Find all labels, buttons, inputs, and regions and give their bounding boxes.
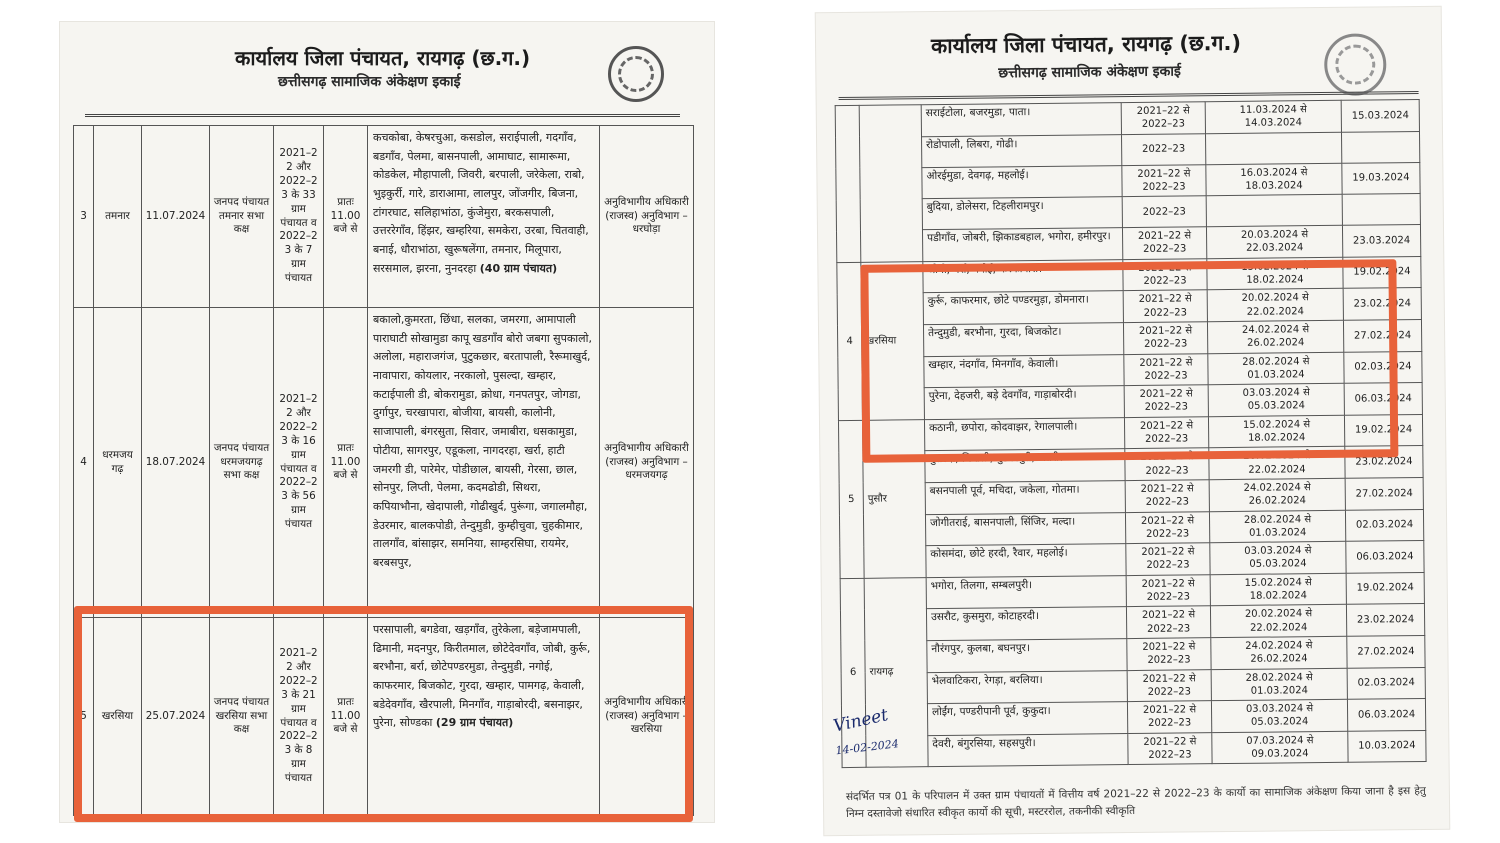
officer-cell: अनुविभागीय अधिकारी (राजस्व) अनुविभाग – खरसिया [600, 618, 694, 816]
row-number-cell [835, 105, 861, 262]
left-document-page [60, 22, 714, 822]
row-number-cell: 6 [840, 578, 866, 768]
financial-years-cell: 2022–23 [1121, 133, 1205, 165]
gram-sabha-date-cell: 27.02.2024 [1343, 319, 1421, 351]
village-list-cell: सराईटोला, बजरमुडा, पाता। [921, 103, 1121, 137]
financial-years-cell: 2021–22 से 2022–23 [1125, 511, 1209, 543]
gram-sabha-date-cell: 06.03.2024 [1347, 699, 1425, 731]
village-list-cell: रोडोपाली, लिबरा, गोढी। [922, 134, 1122, 167]
gram-sabha-date-cell: 23.03.2024 [1342, 225, 1420, 257]
time-cell: प्रातः 11.00 बजे से [324, 126, 368, 308]
officer-cell: अनुविभागीय अधिकारी (राजस्व) अनुविभाग – धरघोड़ा [600, 126, 694, 308]
audit-dates-cell [1205, 132, 1341, 164]
village-list-cell: ओरईमुडा, देवगढ़, महलोई। [922, 165, 1122, 199]
gram-sabha-date-cell: 27.02.2024 [1347, 635, 1425, 667]
village-list-cell: बसनपाली पूर्व, मचिदा, जकेला, गोतमा। [925, 481, 1125, 515]
financial-years-cell: 2021–22 से 2022–23 [1126, 606, 1210, 638]
right-document-page [816, 7, 1450, 835]
signature-date: 14-02-2024 [834, 737, 900, 758]
financial-years-cell: 2021–22 से 2022–23 [1124, 385, 1208, 417]
audit-dates-cell: 16.03.2024 से 18.03.2024 [1206, 163, 1342, 196]
financial-years-cell: 2021–22 से 2022–23 [1123, 322, 1207, 354]
audit-dates-cell: 03.03.2024 से 05.03.2024 [1210, 541, 1346, 574]
audit-dates-cell: 20.03.2024 से 22.03.2024 [1206, 225, 1342, 258]
panchayat-count: (29 ग्राम पंचायत) [435, 716, 514, 730]
gram-sabha-date-cell: 19.02.2024 [1344, 414, 1422, 446]
left-table-row [74, 308, 694, 618]
block-name-cell: खरसिया [94, 618, 142, 816]
gram-sabha-date-cell: 06.03.2024 [1346, 541, 1424, 573]
block-name-cell: धरमजय गढ़ [94, 308, 142, 618]
financial-years-cell: 2022–23 [1122, 196, 1206, 228]
village-list-cell: खम्हार, नंदगाँव, मिनगाँव, केवाली। [924, 354, 1124, 388]
right-schedule-table [835, 99, 1427, 768]
financial-years-cell: 2021–22 से 2022–23 [1121, 102, 1205, 134]
village-list-cell: लोईंग, पण्डरीपानी पूर्व, कुकुदा। [927, 702, 1127, 736]
gram-sabha-date-cell [1342, 194, 1420, 226]
audit-dates-cell: 03.03.2024 से 05.03.2024 [1211, 699, 1347, 732]
gram-sabha-date-cell: 10.03.2024 [1348, 730, 1426, 762]
audit-dates-cell: 24.02.2024 से 26.02.2024 [1209, 478, 1345, 511]
left-document-title: कार्यालय जिला पंचायत, रायगढ़ (छ.ग.) [235, 46, 531, 70]
row-number-cell: 3 [74, 126, 94, 308]
header-divider [85, 114, 680, 117]
financial-years-cell: 2021–22 से 2022–23 [1122, 227, 1206, 259]
village-list-cell: कठानी, छपोरा, कोदवाझर, रेगालपाली। [924, 417, 1124, 451]
time-cell: प्रातः 11.00 बजे से [324, 308, 368, 618]
venue-cell: जनपद पंचायत तमनार सभा कक्ष [210, 126, 274, 308]
financial-years-cell: 2021–2 2 और 2022–2 3 के 16 ग्राम पंचायत व 2022–2 3 के 56 ग्राम पंचायत [274, 308, 324, 618]
financial-years-cell: 2021–22 से 2022–23 [1125, 480, 1209, 512]
emblem-seal-icon [1324, 33, 1387, 96]
financial-years-cell: 2021–22 से 2022–23 [1126, 543, 1210, 575]
financial-years-cell: 2021–22 से 2022–23 [1127, 638, 1211, 670]
meeting-date-cell: 18.07.2024 [142, 308, 210, 618]
audit-dates-cell: 28.02.2024 से 01.03.2024 [1209, 510, 1345, 543]
gram-sabha-date-cell: 19.02.2024 [1343, 256, 1421, 288]
left-schedule-table [73, 125, 694, 816]
financial-years-cell: 2021–22 से 2022–23 [1123, 290, 1207, 322]
meeting-date-cell: 25.07.2024 [142, 618, 210, 816]
financial-years-cell: 2021–22 से 2022–23 [1123, 258, 1207, 290]
emblem-seal-icon [608, 46, 664, 102]
gram-sabha-date-cell: 19.02.2024 [1346, 572, 1424, 604]
village-list-cell: कुर्रू, काफरमार, छोटे पण्डरमुड़ा, डोमनारा। [923, 291, 1123, 325]
village-list-cell [368, 126, 600, 308]
gram-sabha-date-cell: 23.02.2024 [1343, 288, 1421, 320]
gram-sabha-date-cell: 02.03.2024 [1344, 351, 1422, 383]
village-list-cell [368, 618, 600, 816]
village-list-cell: जोबी, बर्रा, नगोई, फरकानारा। [923, 259, 1123, 293]
row-number-cell: 4 [74, 308, 94, 618]
gram-sabha-date-cell: 06.03.2024 [1344, 383, 1422, 415]
village-names: कचकोबा, केषरचुआ, कसडोल, सराईपाली, गदगाँव, बडगाँव, पेलमा, बासनपाली, आमाघाट, सामारूमा, कोडकेल, मौहापाली, जिवरी, बरपाली, जरेकेला, राबो, भुइकुर्री, गारे, डाराआमा, लालपुर, जोंजगीर, बिजना, टांगरघाट, सलिहाभांठा, कुंजेमुरा, बरकसपाली, उत्तररेगाँव, हिंझर, खम्हरिया, समकेरा, उरबा, चितवाही, बनाई, धौराभांठा, खुरूषलेंगा, तमनार, मिलूपारा, सरसमाल, झरना, नुनदरहा [373, 131, 589, 275]
block-name-cell [859, 105, 923, 262]
village-list-cell: उसरौट, कुसमुरा, कोटाहरदी। [926, 607, 1126, 641]
time-cell: प्रातः 11.00 बजे से [324, 618, 368, 816]
panchayat-count: (40 ग्राम पंचायत) [479, 261, 558, 275]
header-divider [839, 91, 1419, 100]
village-list-cell: भगोरा, तिलगा, सम्बलपुरी। [926, 575, 1126, 609]
audit-dates-cell: 24.02.2024 से 26.02.2024 [1211, 636, 1347, 669]
financial-years-cell: 2021–22 से 2022–23 [1122, 164, 1206, 196]
gram-sabha-date-cell: 27.02.2024 [1345, 477, 1423, 509]
left-document-subtitle: छत्तीसगढ़ सामाजिक अंकेक्षण इकाई [278, 74, 461, 90]
block-name-cell: रायगढ़ [864, 577, 928, 767]
gram-sabha-date-cell [1341, 131, 1419, 163]
financial-years-cell: 2021–22 से 2022–23 [1127, 701, 1211, 733]
left-table-row [74, 126, 694, 308]
village-names: परसापाली, बगडेवा, खड़गाँव, तुरेकेला, बड़ेजामपाली, ढिमानी, मदनपुर, किरीतमाल, छोटेदेवगाँव, जोबी, कुर्रू, बरभौना, बर्रा, छोटेपण्डरमुडा, तेन्दुमुडी, नगोई, काफरमार, बिजकोट, गुरदा, खम्हार, पामगढ़, केवाली, बडेदेवगाँव, खैरपाली, मिनगाँव, गाड़ाबोरदी, बसनाझर, पुरेना, सोण्डका [373, 623, 591, 730]
financial-years-cell: 2021–22 से 2022–23 [1128, 732, 1212, 764]
gram-sabha-date-cell: 19.03.2024 [1342, 162, 1420, 194]
audit-dates-cell [1206, 194, 1342, 226]
village-list-cell: नौरंगपुर, कुलबा, बघनपुर। [927, 638, 1127, 672]
audit-dates-cell: 28.02.2024 से 01.03.2024 [1208, 352, 1344, 385]
gram-sabha-date-cell: 02.03.2024 [1345, 509, 1423, 541]
audit-dates-cell: 15.02.2024 से 18.02.2024 [1210, 573, 1346, 606]
village-list-cell: बुदिया, डोलेसरा, टिहलीरामपुर। [922, 197, 1122, 230]
village-list-cell: कोसमंदा, छोटे हरदी, रैवार, महलोई। [926, 544, 1126, 578]
gram-sabha-date-cell: 23.02.2024 [1345, 446, 1423, 478]
audit-dates-cell: 11.03.2024 से 14.03.2024 [1205, 100, 1341, 133]
village-list-cell: पुसल्दा, चिखली, पुटकापुरी, जतरी। [925, 449, 1125, 483]
gram-sabha-date-cell: 23.02.2024 [1346, 604, 1424, 636]
officer-cell: अनुविभागीय अधिकारी (राजस्व) अनुविभाग – धरमजयगढ़ [600, 308, 694, 618]
village-list-cell: देवरी, बंगुरसिया, सहसपुरी। [928, 733, 1128, 767]
audit-dates-cell: 20.02.2024 से 22.02.2024 [1209, 447, 1345, 480]
village-names: बकालो,कुमरता, छिंधा, सलका, जमरगा, आमापाली पाराघाटी सोखामुडा कापू खडगाँव बोरो जबगा सुपकालो, अलोला, महाराजगंज, पुटुकछार, बरतापाली, रैरूमाखुर्द, नावापारा, कोयलार, नरकालो, पुसल्दा, खम्हार, कटाईपाली डी, बोकरामुडा, क्रोधा, गनपतपुर, जोगडा, दुर्गापुर, चरखापारा, बोजीया, बायसी, कालोनी, साजापाली, बंगरसुता, सिवार, जमाबीरा, धसकामुडा, पोटीया, सागरपुर, एडूकला, नागदरहा, खर्रा, हाटी जमरगी डी, पारेमेर, पोडीछाल, बायसी, गेरसा, छाल, सोनपुर, लिप्ती, पेलमा, कदमढोडी, सिथरा, कपियाभौना, खेदापाली, गोढीखुर्द, पुरूंगा, जगालमौहा, डेउरमार, बालकपोडी, तेन्दुमुडी, कुम्हीचुवा, चुहकीमार, तालगाँव, बांसाझर, समनिया, साम्हरसिघा, रायमेर, बरबसपुर, [373, 313, 592, 569]
financial-years-cell: 2021–22 से 2022–23 [1124, 353, 1208, 385]
block-name-cell: खरसिया [861, 261, 925, 420]
left-table-row [74, 618, 694, 816]
venue-cell: जनपद पंचायत धरमजयगढ़ सभा कक्ष [210, 308, 274, 618]
village-list-cell [368, 308, 600, 618]
financial-years-cell: 2021–22 से 2022–23 [1127, 669, 1211, 701]
audit-dates-cell: 20.02.2024 से 22.02.2024 [1210, 605, 1346, 638]
financial-years-cell: 2021–2 2 और 2022–2 3 के 33 ग्राम पंचायत व 2022–2 3 के 7 ग्राम पंचायत [274, 126, 324, 308]
audit-dates-cell: 20.02.2024 से 22.02.2024 [1207, 289, 1343, 322]
audit-dates-cell: 15.02.2024 से 18.02.2024 [1208, 415, 1344, 448]
financial-years-cell: 2021–2 2 और 2022–2 3 के 21 ग्राम पंचायत व 2022–2 3 के 8 ग्राम पंचायत [274, 618, 324, 816]
block-name-cell: पुसौर [862, 419, 926, 578]
row-number-cell: 5 [838, 420, 864, 578]
row-number-cell: 4 [837, 262, 863, 420]
village-list-cell: भेलवाटिकरा, रेगड़ा, बरलिया। [927, 670, 1127, 704]
gram-sabha-date-cell: 15.03.2024 [1341, 99, 1419, 131]
gram-sabha-date-cell: 02.03.2024 [1347, 667, 1425, 699]
right-document-title: कार्यालय जिला पंचायत, रायगढ़ (छ.ग.) [930, 30, 1242, 59]
block-name-cell: तमनार [94, 126, 142, 308]
village-list-cell: तेन्दुमुडी, बरभौना, गुरदा, बिजकोट। [923, 323, 1123, 357]
audit-dates-cell: 07.03.2024 से 09.03.2024 [1212, 731, 1348, 764]
village-list-cell: जोगीतराई, बासनपाली, सिंजिर, मल्दा। [925, 512, 1125, 546]
village-list-cell: पडीगाँव, जोबरी, झिकाडबहाल, भगोरा, हमीरपुर। [922, 228, 1122, 262]
financial-years-cell: 2021–22 से 2022–23 [1124, 416, 1208, 448]
venue-cell: जनपद पंचायत खरसिया सभा कक्ष [210, 618, 274, 816]
meeting-date-cell: 11.07.2024 [142, 126, 210, 308]
handwritten-signature: Vineet [831, 705, 890, 737]
footer-paragraph: संदर्भित पत्र 01 के परिपालन में उक्त ग्राम पंचायतों में वित्तीय वर्ष 2021–22 से 2022–23 के कार्यो का सामाजिक अंकेक्षण किया जाना है इस हेतु निम्न दस्तावेजो संधारित स्वीकृत कार्यो की सूची, मस्टररोल, तकनीकी स्वीकृति [845, 784, 1426, 820]
right-table-row [842, 730, 1426, 768]
audit-dates-cell: 24.02.2024 से 26.02.2024 [1207, 320, 1343, 353]
right-document-subtitle: छत्तीसगढ़ सामाजिक अंकेक्षण इकाई [998, 63, 1181, 82]
financial-years-cell: 2021–22 से 2022–23 [1125, 448, 1209, 480]
audit-dates-cell: 15.02.2024 से 18.02.2024 [1207, 257, 1343, 290]
financial-years-cell: 2021–22 से 2022–23 [1126, 574, 1210, 606]
audit-dates-cell: 28.02.2024 से 01.03.2024 [1211, 668, 1347, 701]
row-number-cell: 5 [74, 618, 94, 816]
village-list-cell: पुरेना, देहजरी, बड़े देवगाँव, गाड़ाबोरदी। [924, 386, 1124, 420]
audit-dates-cell: 03.03.2024 से 05.03.2024 [1208, 383, 1344, 416]
